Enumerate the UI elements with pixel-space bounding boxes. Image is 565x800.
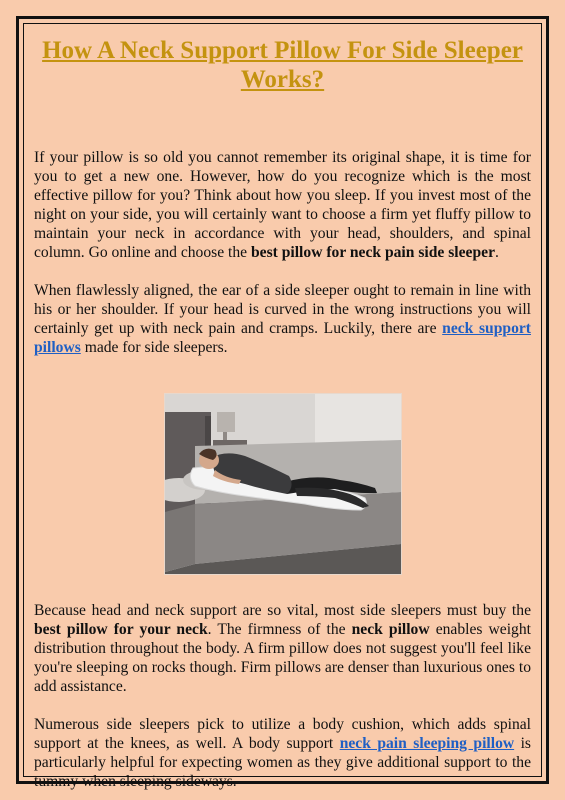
woman-sleeping-on-body-pillow-photo (165, 394, 401, 574)
paragraph-1: If your pillow is so old you cannot remember its original shape, it is time for you to get a new one. However, how do you recognize which is the most effective pillow for you? Think about how you sleep. If you invest most of the night on your side, you will certainly want to choose a firm yet fluffy pillow to maintain your neck in accordance with your head, shoulders, and spinal column. Go online and choose the best pillow for neck pain side sleeper. (34, 149, 531, 261)
bold-phrase-best-pillow: best pillow for your neck (34, 621, 208, 638)
bedroom-photo-illustration (165, 394, 401, 574)
article (34, 36, 531, 791)
bold-phrase: best pillow for neck pain side sleeper (250, 244, 495, 261)
article-title: How A Neck Support Pillow For Side Sleeper Works? (42, 37, 523, 93)
paragraph-3: Because head and neck support are so vital, most side sleepers must buy the best pillow for your neck. The firmness of the neck pillow enables weight distribution throughout the body. A firm pillow does not suggest you'll feel like you're sleeping on rocks though. Firm pillows are denser than luxurious ones to add assistance. (34, 602, 531, 695)
neck-pain-sleeping-pillow-link[interactable]: neck pain sleeping pillow (339, 735, 515, 752)
bold-phrase-neck-pillow: neck pillow (351, 621, 430, 638)
neck-support-pillows-link[interactable]: neck support pillows (34, 320, 531, 356)
paragraph-4: Numerous side sleepers pick to utilize a body cushion, which adds spinal support at the knees, as well. A body support neck pain sleeping pillow is particularly helpful for expecting women as they give additional support to the tummy when sleeping sideways. (34, 716, 531, 790)
paragraph-2: When flawlessly aligned, the ear of a side sleeper ought to remain in line with his or her shoulder. If your head is curved in the wrong instructions you will certainly get up with neck pain and cramps. Luckily, there are neck support pillows made for side sleepers. (34, 282, 531, 356)
